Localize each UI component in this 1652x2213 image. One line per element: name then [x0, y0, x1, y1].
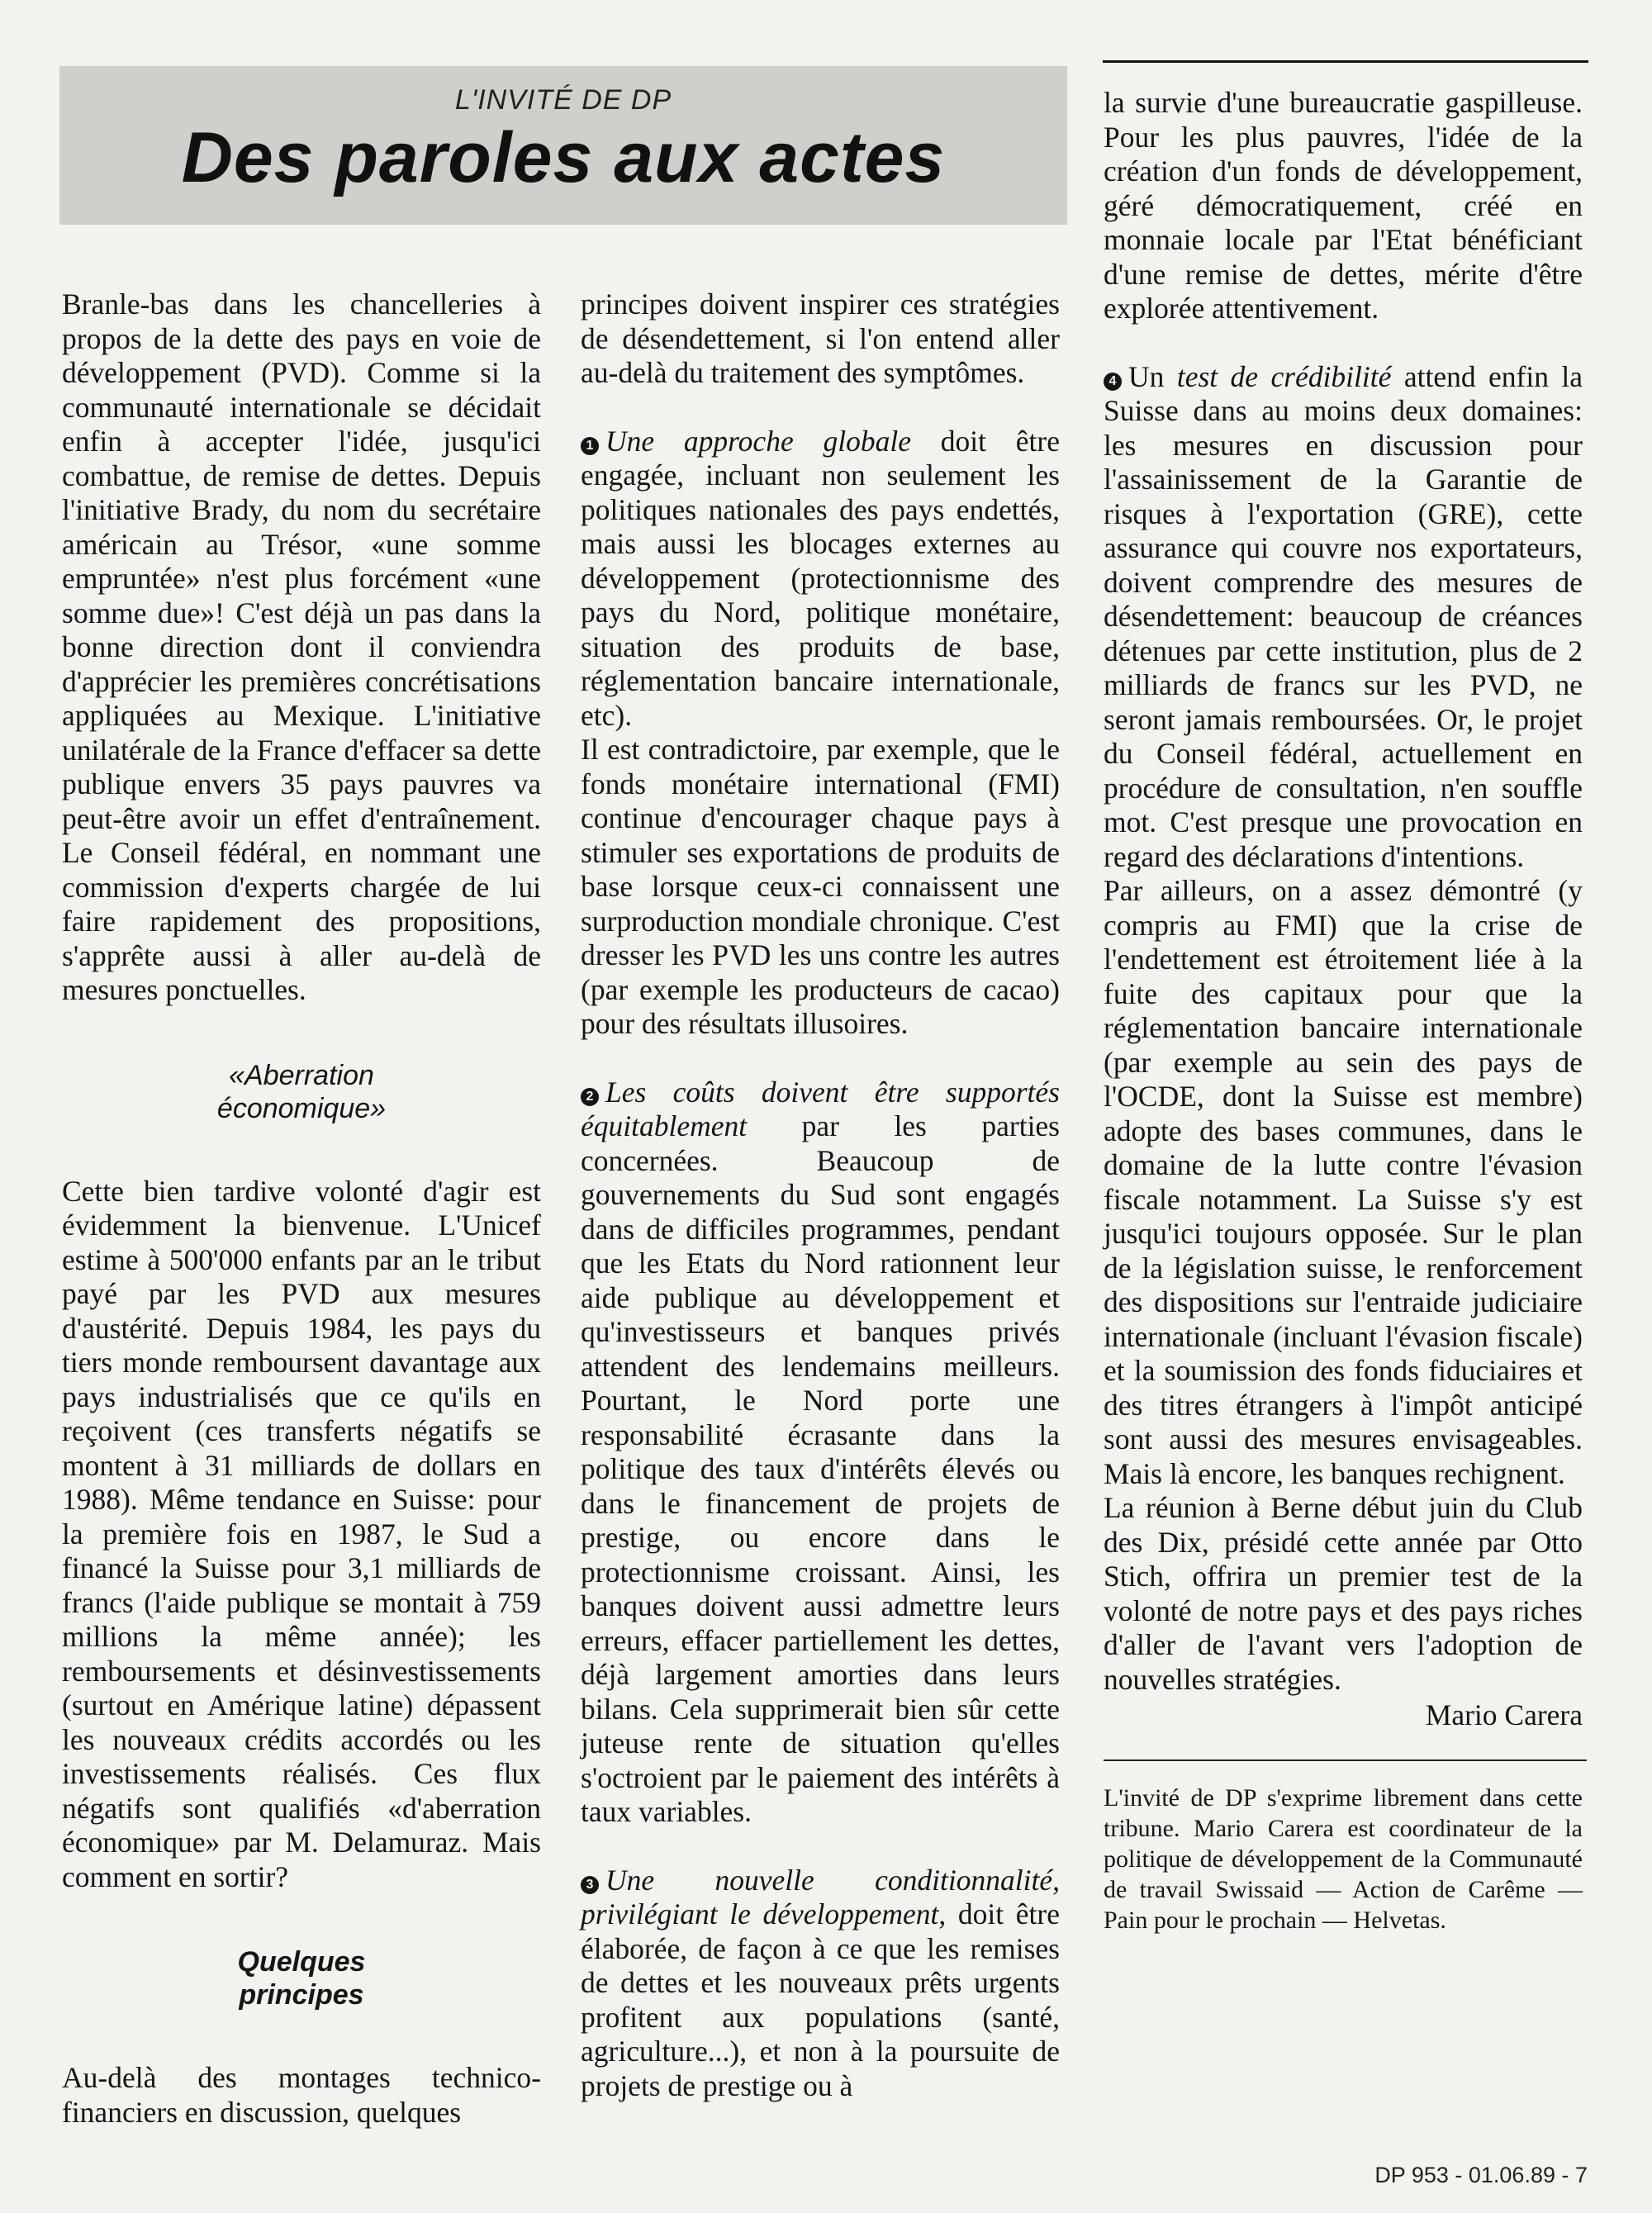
column-top-rule [1103, 60, 1588, 63]
page-footer: DP 953 - 01.06.89 - 7 [1374, 2163, 1588, 2187]
kicker: L'INVITÉ DE DP [454, 84, 672, 116]
point-text: , doit être élaborée, de façon à ce que les remises de dettes et les nouveaux prêts urgents profitent aux populations (santé, agriculture...), et non à la poursuite de projets de prestige ou à [581, 1897, 1060, 2102]
point-text: doit être engagée, incluant non seulement les politiques nationales des pays endettés, mais aussi les blocages externes au développement (protectionnisme des pays du Nord, politique monétaire, situation des produits de base, réglementation bancaire internationale, etc). [581, 424, 1060, 732]
paragraph: Cette bien tardive volonté d'agir est évidemment la bienvenue. L'Unicef estime à 500'000 enfants par an le tribut payé par les PVD aux mesures d'austérité. Depuis 1984, les pays du tiers monde remboursent davantage aux pays industrialisés que ce qu'ils en reçoivent (ces transferts négatifs se montent à 31 milliards de dollars en 1988). Même tendance en Suisse: pour la première fois en 1987, le Sud a financé la Suisse pour 3,1 milliards de francs (l'aide publique se montait à 759 millions la même année); les remboursements et désinvestissements (surtout en Amérique latine) dépassent les nouveaux crédits accordés ou les investissements réalisés. Ces flux négatifs sont qualifiés «d'aberration économique» par M. Delamuraz. Mais comment en sortir? [62, 1174, 541, 1893]
subheading-line: principes [239, 1979, 364, 2011]
paragraph: la survie d'une bureaucratie gaspilleuse. Pour les plus pauvres, l'idée de la création d'un fonds de développement, géré démocratiquement, créé en monnaie locale par l'Etat bénéficiant d'une remise de dettes, mérite d'être explorée attentivement. [1104, 86, 1583, 325]
header-banner [59, 66, 1067, 225]
subheading-line: Quelques [237, 1946, 366, 1978]
headline: Des paroles aux actes [181, 118, 946, 197]
point-text: par les parties concernées. Beaucoup de gouvernements du Sud sont engagés dans de difficiles programmes, pendant que les Etats du Nord rationnent leur aide publique au développement et qu'investisseurs et banques privés attendent des lendemains meilleurs. Pourtant, le Nord porte une responsabilité écrasante dans la politique des taux d'intérêts élevés ou dans le financement de projets de prestige, ou encore dans le protectionnisme croissant. Ainsi, les banques doivent aussi admettre leurs erreurs, effacer partiellement les dettes, déjà largement amorties dans leurs bilans. Cela supprimerait bien sûr cette juteuse rente de situation qu'elles s'octroient par le paiement des intérêts à taux variables. [581, 1109, 1060, 1828]
paragraph: principes doivent inspirer ces stratégies de désendettement, si l'on entend aller au-delà du traitement des symptômes. [581, 287, 1060, 389]
note-divider [1104, 1759, 1587, 1761]
author-note: L'invité de DP s'exprime librement dans cette tribune. Mario Carera est coordinateur de la politique de développement de la Communauté de travail Swissaid — Action de Carême — Pain pour le prochain — Helvetas. [1104, 1783, 1583, 1934]
point-prefix: Un [1128, 359, 1177, 393]
column-2 [581, 287, 1060, 2103]
paragraph: Il est contradictoire, par exemple, que le fonds monétaire international (FMI) continue d'encourager chaque pays à stimuler ses exportations de produits de base lorsque ceux-ci connaissent une surproduction mondiale chronique. C'est dresser les PVD les uns contre les autres (par exemple les producteurs de cacao) pour des résultats illusoires. [581, 733, 1060, 1040]
paragraph: La réunion à Berne début juin du Club des Dix, présidé cette année par Otto Stich, offrira un premier test de la volonté de notre pays et des pays riches d'aller de l'avant vers l'adoption de nouvelles stratégies. [1104, 1491, 1583, 1696]
numbered-point [1104, 360, 1583, 875]
paragraph: Au-delà des montages technico-financiers en discussion, quelques [62, 2061, 541, 2129]
point-lead: Une nouvelle conditionnalité, privilégiant le développement [581, 1863, 1060, 1930]
point-lead: Une approche globale [605, 424, 911, 458]
numbered-point [581, 1076, 1060, 1830]
number-bullet-icon: 2 [581, 1088, 599, 1106]
point-text: attend enfin la Suisse dans au moins deux domaines: les mesures en discussion pour l'assainissement de la Garantie de risques à l'exportation (GRE), cette assurance qui couvre nos exportateurs, doivent comprendre des mesures de désendettement: beaucoup de créances détenues par cette institution, plus de 2 milliards de francs sur les PVD, ne seront jamais remboursées. Or, le projet du Conseil fédéral, actuellement en procédure de consultation, n'en souffle mot. C'est presque une provocation en regard des déclarations d'intentions. [1104, 359, 1583, 873]
number-bullet-icon: 4 [1104, 373, 1122, 391]
numbered-point [581, 1864, 1060, 2104]
author-signature: Mario Carera [1425, 1698, 1583, 1731]
subheading-line: économique» [216, 1092, 387, 1124]
paragraph: Branle-bas dans les chancelleries à propos de la dette des pays en voie de développement (PVD). Comme si la communauté internationale se décidait enfin à accepter l'idée, jusqu'ici combattue, de remise de dettes. Depuis l'initiative Brady, du nom du secrétaire américain au Trésor, «une somme empruntée» n'est plus forcément «une somme due»! C'est déjà un pas dans la bonne direction dont il conviendra d'apprécier les premières concrétisations appliquées au Mexique. L'initiative unilatérale de la France d'effacer sa dette publique envers 35 pays pauvres va peut-être avoir un effet d'entraînement. Le Conseil fédéral, en nommant une commission d'experts chargée de lui faire rapidement des propositions, s'apprête aussi à aller au-delà de mesures ponctuelles. [62, 287, 541, 1006]
subheading [62, 1945, 541, 2011]
numbered-point [581, 425, 1060, 734]
number-bullet-icon: 1 [581, 437, 599, 455]
column-3 [1104, 86, 1583, 1935]
point-lead: Les coûts doivent être supportés équitablement [581, 1075, 1060, 1142]
column-1 [62, 287, 541, 2130]
number-bullet-icon: 3 [581, 1876, 599, 1894]
subheading [62, 1059, 541, 1125]
point-lead: test de crédibilité [1176, 359, 1392, 393]
subheading-line: «Aberration [229, 1059, 374, 1091]
paragraph: Par ailleurs, on a assez démontré (y compris au FMI) que la crise de l'endettement est étroitement liée à la fuite des capitaux pour que la réglementation bancaire internationale (par exemple au sein des pays de l'OCDE, dont la Suisse est membre) adopte des bases communes, dans le domaine de la lutte contre l'évasion fiscale notamment. La Suisse s'y est jusqu'ici toujours opposée. Sur le plan de la législation suisse, le renforcement des dispositions sur l'entraide judiciaire internationale (incluant l'évasion fiscale) et la soumission des fonds fiduciaires et des titres étrangers à l'impôt anticipé sont aussi des mesures envisageables. Mais là encore, les banques rechignent. [1104, 874, 1583, 1490]
